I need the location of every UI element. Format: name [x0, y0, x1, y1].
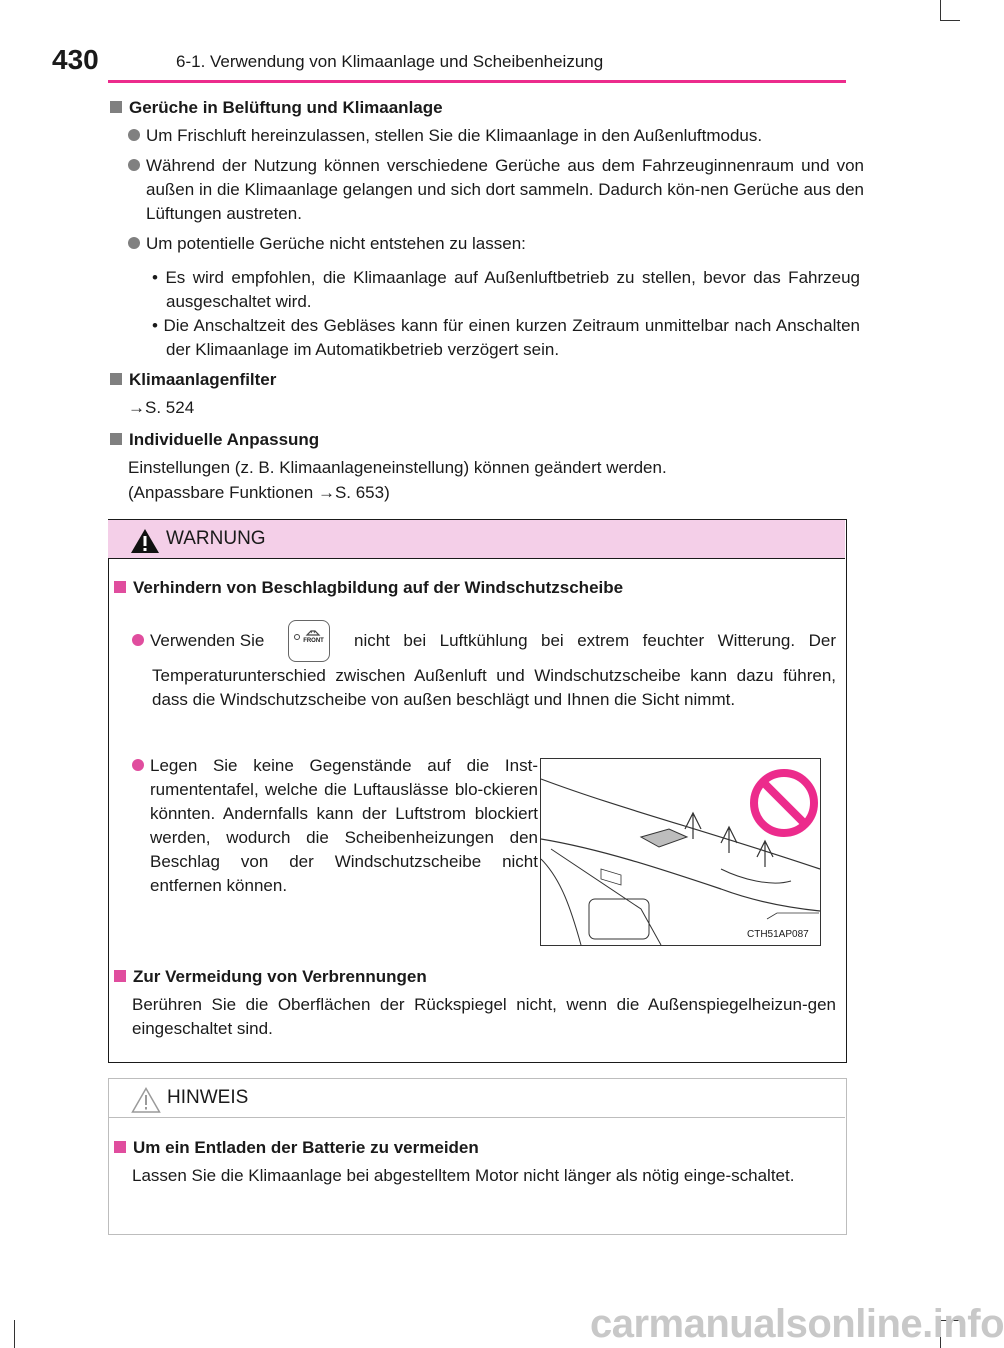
round-bullet-icon: [132, 634, 144, 646]
warning-fog-title: Verhindern von Beschlagbildung auf der Windschutzscheibe: [114, 576, 623, 600]
warning-header: [108, 520, 845, 559]
warning-label: WARNUNG: [166, 528, 266, 549]
custom-line-2: (Anpassbare Funktionen →S. 653): [128, 483, 390, 502]
watermark: carmanualsonline.info: [590, 1302, 1004, 1346]
square-bullet-icon: [110, 101, 122, 113]
filter-page-ref[interactable]: →S. 524: [128, 398, 195, 417]
front-defroster-icon: FRONT: [288, 620, 330, 662]
warning-burn-text: Berühren Sie die Oberflächen der Rückspiegel nicht, wenn die Außenspiegelheizun-gen eingeschaltet sind.: [132, 995, 836, 1038]
square-bullet-icon: [110, 433, 122, 445]
notice-title: Um ein Entladen der Batterie zu vermeiden: [114, 1136, 479, 1160]
warning-triangle-icon: [130, 528, 160, 554]
warning-fog-line: Verwenden Sie FRONT nicht bei Luftkühlung bei extrem feuchter Witterung. Der: [132, 620, 836, 662]
sub-bullet-icon: •: [152, 268, 166, 287]
custom-line-1: Einstellungen (z. B. Klimaanlageneinstellung) können geändert werden.: [128, 458, 667, 477]
round-bullet-icon: [128, 159, 140, 171]
square-bullet-icon: [110, 373, 122, 385]
header-rule: [108, 80, 846, 83]
notice-triangle-icon: [131, 1087, 161, 1113]
round-bullet-icon: [132, 759, 144, 771]
notice-text: Lassen Sie die Klimaanlage bei abgestelltem Motor nicht länger als nötig einge-schaltet.: [132, 1166, 795, 1185]
warning-objects-bullet: Legen Sie keine Gegenstände auf die Inst-rumententafel, welche die Luftauslässe blo-ckieren könnten. Andernfalls kann der Luftstrom blockiert werden, wodurch die Scheibenheizungen den Beschlag von der Windschutzscheibe nicht entfernen können.: [132, 754, 538, 898]
round-bullet-icon: [128, 237, 140, 249]
warning-burn-title: Zur Vermeidung von Verbrennungen: [114, 965, 427, 989]
square-bullet-icon: [114, 970, 126, 982]
warning-fog-continuation: Temperaturunterschied zwischen Außenluft und Windschutzscheibe kann dazu führen, dass die Windschutzscheibe von außen beschlägt und Ihnen die Sicht nimmt.: [152, 666, 836, 709]
odors-sub-2: • Die Anschaltzeit des Gebläses kann für einen kurzen Zeitraum unmittelbar nach Anschalten der Klimaanlage im Automatikbetrieb verzögert sein.: [152, 316, 860, 359]
figure-code: CTH51AP087: [747, 929, 809, 940]
section-custom-title: Individuelle Anpassung: [110, 428, 319, 452]
notice-header: [109, 1079, 845, 1118]
odors-bullet-3: Um potentielle Gerüche nicht entstehen zu lassen:: [128, 232, 864, 256]
square-bullet-icon: [114, 581, 126, 593]
crop-mark: [940, 20, 960, 21]
section-filter-title: Klimaanlagenfilter: [110, 368, 276, 392]
square-bullet-icon: [114, 1141, 126, 1153]
odors-sub-1: • Es wird empfohlen, die Klimaanlage auf Außenluftbetrieb zu stellen, bevor das Fahrzeug ausgeschaltet wird.: [152, 268, 861, 311]
sub-bullet-icon: •: [152, 316, 164, 335]
section-odors-title: Gerüche in Belüftung und Klimaanlage: [110, 96, 443, 120]
odors-bullet-2: Während der Nutzung können verschiedene Gerüche aus dem Fahrzeuginnenraum und von außen in die Klimaanlage gelangen und sich dort sammeln. Dadurch kön-nen Gerüche aus den Lüftungen austreten.: [128, 154, 864, 226]
odors-bullet-1: Um Frischluft hereinzulassen, stellen Sie die Klimaanlage in den Außenluftmodus.: [128, 124, 864, 148]
crop-mark: [14, 1320, 15, 1348]
round-bullet-icon: [128, 129, 140, 141]
dashboard-illustration: [540, 758, 821, 946]
notice-label: HINWEIS: [167, 1087, 249, 1108]
page-number: 430: [52, 44, 99, 75]
crop-mark: [940, 0, 941, 20]
running-header: 6-1. Verwendung von Klimaanlage und Scheibenheizung: [176, 52, 604, 71]
